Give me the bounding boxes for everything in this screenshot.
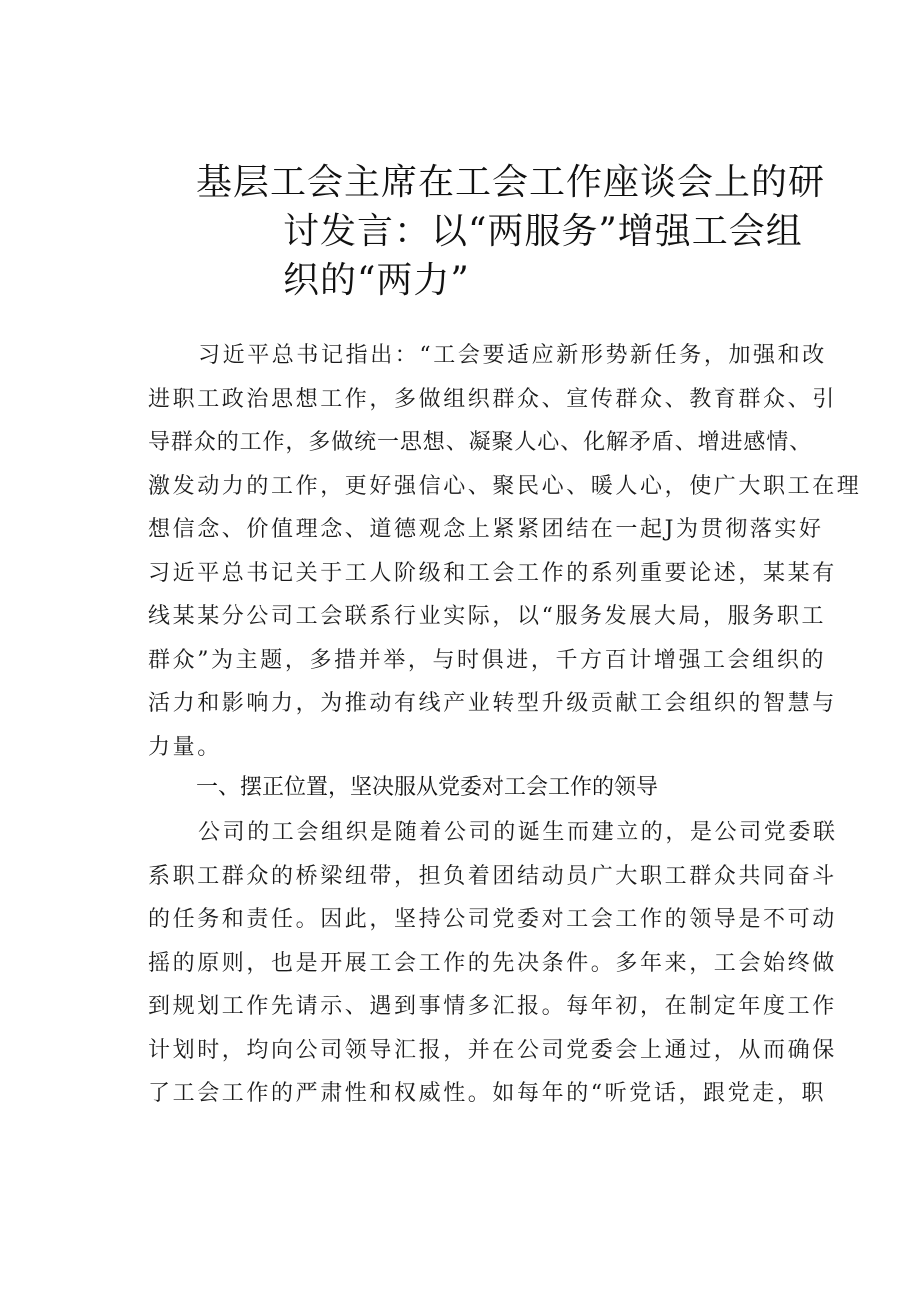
paragraph-line: 习近平总书记指出：“工会要适应新形势新任务，加强和改 xyxy=(198,343,827,368)
body-paragraph xyxy=(148,811,838,1116)
paragraph-line: 了工会工作的严肃性和权威性。如每年的“听党话，跟党走，职 xyxy=(148,1081,827,1106)
title-line: 基层工会主席在工会工作座谈会上的研 xyxy=(196,162,826,203)
paragraph-line: 摇的原则，也是开展工会工作的先决条件。多年来，工会始终做 xyxy=(148,950,837,976)
document-title xyxy=(196,158,826,305)
paragraph-line: 计划时，均向公司领导汇报，并在公司党委会上通过，从而确保 xyxy=(148,1037,837,1063)
paragraph-line: 导群众的工作，多做统一思想、凝聚人心、化解矛盾、增进感情、 xyxy=(148,430,813,455)
paragraph-line: 公司的工会组织是随着公司的诞生而建立的，是公司党委联 xyxy=(198,820,838,845)
intro-paragraph xyxy=(148,334,862,769)
paragraph-line: 活力和影响力，为推动有线产业转型升级贡献工会组织的智慧与 xyxy=(148,691,837,716)
title-line: 讨发言：以“两服务”增强工会组 xyxy=(283,211,803,252)
paragraph-line: 激发动力的工作，更好强信心、聚民心、暖人心，使广大职工在理 xyxy=(148,473,862,499)
section-heading: 一、摆正位置，坚决服从党委对工会工作的领导 xyxy=(196,775,659,800)
title-line: 织的“两力” xyxy=(283,260,470,301)
paragraph-line: 进职工政治思想工作，多做组织群众、宣传群众、教育群众、引 xyxy=(148,386,837,412)
paragraph-line: 群众”为主题，多措并举，与时俱进，千方百计增强工会组织的 xyxy=(148,647,827,673)
paragraph-line: 想信念、价值理念、道德观念上紧紧团结在一起J为贯彻落实好 xyxy=(148,517,824,542)
paragraph-line: 线某某分公司工会联系行业实际，以“服务发展大局，服务职工 xyxy=(148,604,827,629)
paragraph-line: 习近平总书记关于工人阶级和工会工作的系列重要论述，某某有 xyxy=(148,560,837,586)
paragraph-line: 到规划工作先请示、遇到事情多汇报。每年初，在制定年度工作 xyxy=(148,994,837,1019)
paragraph-line: 系职工群众的桥梁纽带，担负着团结动员广大职工群众共同奋斗 xyxy=(148,863,837,889)
paragraph-line: 力量。 xyxy=(148,734,222,760)
paragraph-line: 的任务和责任。因此，坚持公司党委对工会工作的领导是不可动 xyxy=(148,907,837,932)
